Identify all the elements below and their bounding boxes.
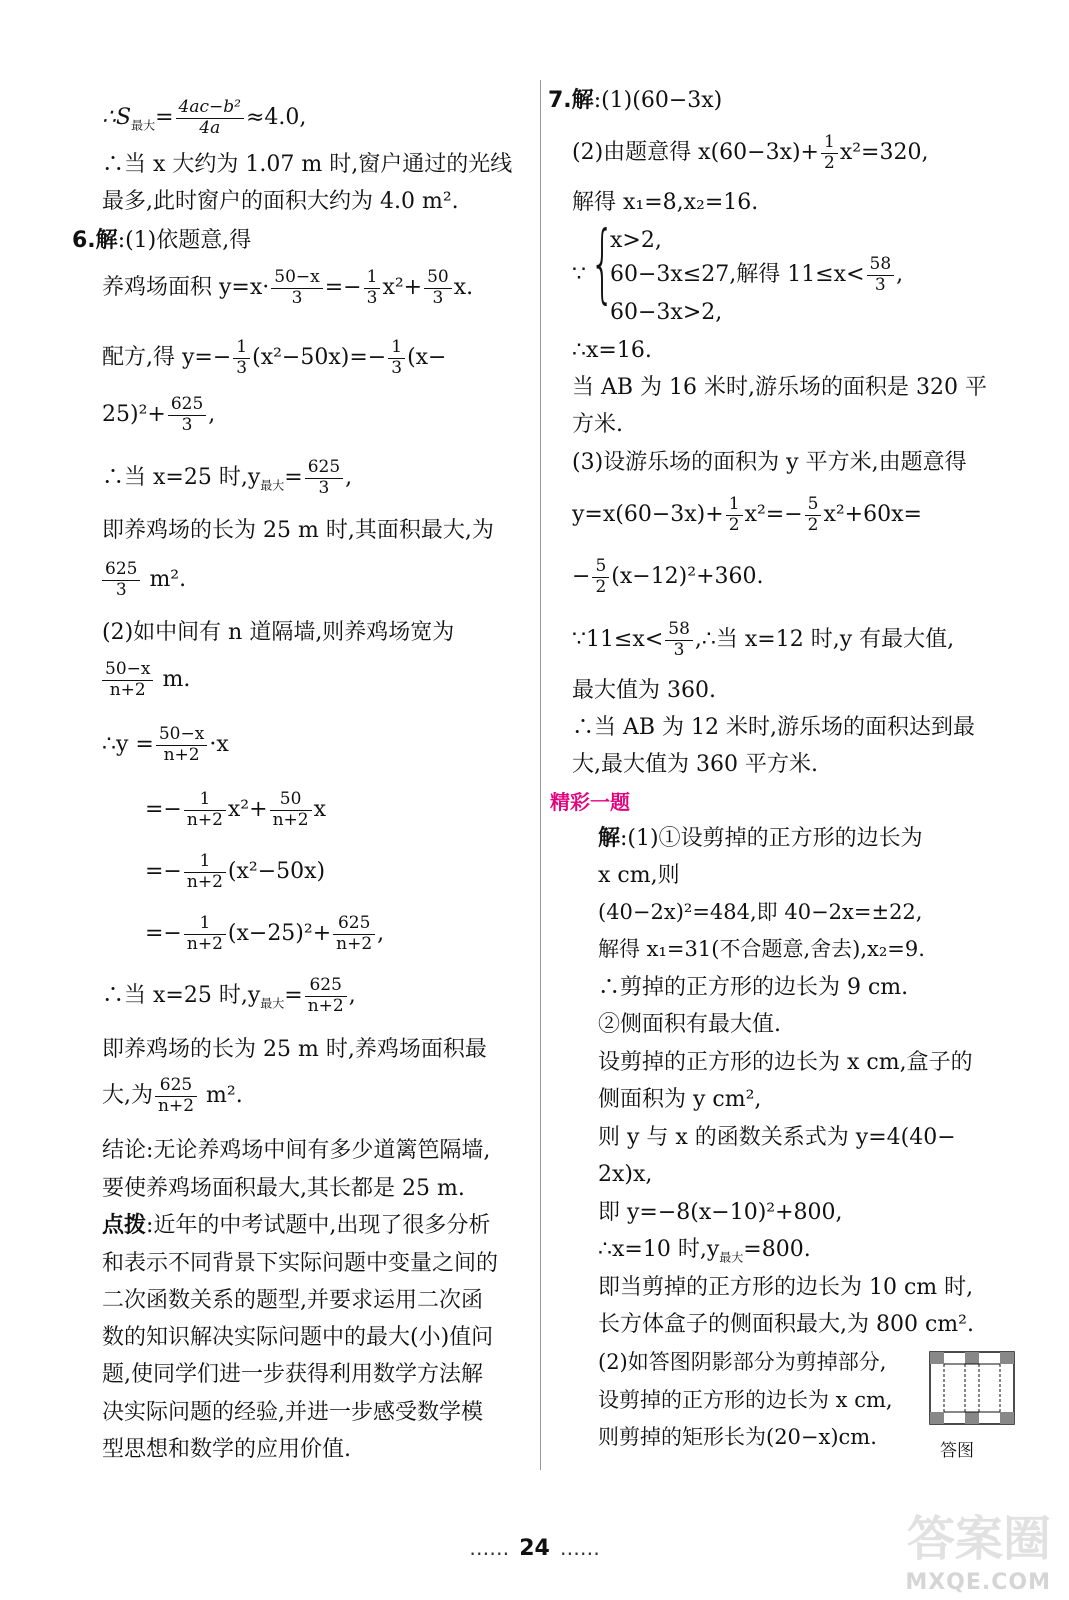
hint-label: 点拨 [102,1213,147,1238]
text: , [345,465,353,491]
text: m². [199,1083,243,1109]
fraction [102,660,153,700]
text-line: (2)如中间有 n 道隔墙,则养鸡场宽为 [102,620,455,645]
fraction [388,338,405,378]
text-line: ∴当 AB 为 12 米时,游乐场的面积达到最 [572,715,976,740]
text: m. [155,667,191,693]
fraction [305,458,343,498]
numerator: 50−x [271,268,322,289]
text-line: 最多,此时窗户的面积大约为 4.0 m². [102,189,459,214]
formula-line [145,790,326,830]
numerator: 625 [333,914,375,935]
box-net-diagram [928,1350,1018,1436]
text: x [313,797,326,823]
denominator: 2 [728,514,740,535]
denominator: n+2 [163,744,200,765]
denominator: 3 [432,287,444,308]
subscript: 最大 [719,1250,744,1265]
text: ∵11≤x< [572,627,664,653]
formula-line [102,1076,243,1116]
fraction [176,98,244,138]
denominator: n+2 [186,871,223,892]
formula-line [102,268,473,308]
fraction [184,914,226,954]
watermark-logo [859,1500,1059,1595]
text: =− [145,921,182,947]
numerator: 4ac−b² [176,98,244,119]
numerator: 1 [184,852,226,873]
text-line: 大,最大值为 360 平方米. [572,752,818,777]
denominator: n+2 [272,809,309,830]
subscript: 最大 [260,478,285,493]
text: m². [142,567,187,593]
text-line: 二次函数关系的题型,并要求运用二次函 [102,1288,483,1313]
text-line: 即当剪掉的正方形的边长为 10 cm 时, [598,1275,974,1300]
numerator: 1 [184,790,226,811]
numerator: 50 [424,268,452,289]
text: 60−3x≤27,解得 11≤x< [610,262,865,288]
fraction [364,268,381,308]
text-line: 和表示不同背景下实际问题中变量之间的 [102,1251,499,1276]
subscript: 最大 [260,996,285,1011]
text-line: ②侧面积有最大值. [598,1012,781,1037]
text: = [155,105,174,131]
denominator: 2 [807,514,819,535]
text: x²=− [744,502,803,528]
denominator: 3 [115,579,127,600]
denominator: 3 [318,477,330,498]
text-line: 最大值为 360. [572,678,716,703]
numerator: 5 [592,557,609,578]
denominator: 3 [291,287,303,308]
numerator: 50−x [156,725,207,746]
text-line: 设剪掉的正方形的边长为 x cm, [598,1388,893,1412]
text-line: 长方体盒子的侧面积最大,为 800 cm². [598,1312,974,1337]
text: (2)由题意得 x(60−3x)+ [572,140,819,166]
denominator: 3 [673,639,685,660]
text: :近年的中考试题中,出现了很多分析 [146,1213,491,1238]
numerator: 625 [305,458,343,479]
column-divider [540,80,541,1470]
numerator: 1 [726,495,743,516]
text-line: 则剪掉的矩形长为(20−x)cm. [598,1425,877,1449]
denominator: 2 [595,576,607,597]
text: , [896,262,904,288]
text: 25)²+ [102,402,166,428]
fraction [665,620,693,660]
text-line: 即 y=−8(x−10)²+800, [598,1200,843,1225]
denominator: n+2 [158,1095,195,1116]
text-line: (3)设游乐场的面积为 y 平方米,由题意得 [572,450,967,475]
because-symbol: ∵ [572,262,586,287]
question-6-header [72,228,251,254]
text-line: x cm,则 [598,863,680,888]
solution-header [598,826,923,852]
text: x²+ [227,797,268,823]
text: (x− [407,345,447,371]
question-number: 7. [548,88,572,113]
formula-line [102,338,447,378]
text: x²+60x= [823,502,922,528]
text: , [377,921,385,947]
text: =− [324,275,362,301]
solution-label: 解 [598,826,621,851]
text-line: 数的知识解决实际问题中的最大(小)值问 [102,1325,494,1350]
watermark-url: MXQE.COM [905,1570,1051,1595]
hint-line [102,1213,490,1239]
question-number: 6. [72,228,96,253]
fraction [305,976,347,1016]
fraction [184,790,226,830]
text-line: 即养鸡场的长为 25 m 时,其面积最大,为 [102,518,494,543]
solution-label: 解 [95,228,118,253]
system-row: x>2, [610,228,662,253]
text-line: 2x)x, [598,1162,653,1187]
fraction [333,914,375,954]
text-line: 侧面积为 y cm², [598,1087,762,1112]
text: 大,为 [102,1083,153,1109]
text: ∴当 x=25 时,y [102,465,261,491]
text: ,∴当 x=12 时,y 有最大值, [694,627,955,653]
formula-line [102,976,356,1016]
text: 养鸡场面积 y=x· [102,275,270,301]
numerator: 625 [305,976,347,997]
section-title: 精彩一题 [550,790,630,814]
text-line: 设剪掉的正方形的边长为 x cm,盒子的 [598,1050,973,1075]
formula-line [572,620,954,660]
text-line: 解得 x₁=31(不合题意,舍去),x₂=9. [598,937,925,961]
text: (x²−50x)=− [252,345,387,371]
numerator: 5 [805,495,822,516]
text-line: 方米. [572,412,623,437]
fraction [102,560,140,600]
text: :(1)(60−3x) [593,88,723,113]
text-line: 题,使同学们进一步获得利用数学方法解 [102,1362,483,1387]
formula-line [572,557,764,597]
formula-line [100,660,190,700]
text: ·x [209,732,229,758]
fraction [233,338,250,378]
text-line: ∴剪掉的正方形的边长为 9 cm. [598,975,909,1000]
text-line: 要使养鸡场面积最大,其长都是 25 m. [102,1176,465,1201]
text: =− [145,859,182,885]
denominator: n+2 [109,679,146,700]
text-line: 解得 x₁=8,x₂=16. [572,190,759,215]
solution-label: 解 [571,88,594,113]
text: =800. [743,1237,811,1262]
watermark-cn: 答案圈 [906,1511,1051,1567]
text: (x−25)²+ [227,921,332,947]
fraction [867,255,895,295]
text: ∴当 x=25 时,y [102,983,261,1009]
numerator: 1 [364,268,381,289]
footer-dots: …… [559,1536,600,1560]
numerator: 1 [388,338,405,359]
numerator: 50−x [102,660,153,681]
fraction [270,790,312,830]
text: :(1)依题意,得 [117,228,252,253]
numerator: 1 [184,914,226,935]
text: = [284,465,303,491]
denominator: 3 [236,357,248,378]
fraction [726,495,743,535]
text: ≈4.0, [245,105,307,131]
numerator: 625 [155,1076,197,1097]
formula-s-max [102,98,306,138]
text-line: 结论:无论养鸡场中间有多少道篱笆隔墙, [102,1138,491,1163]
text: ∴x=10 时,y [598,1237,720,1262]
text-line: (2)如答图阴影部分为剪掉部分, [598,1350,887,1374]
denominator: n+2 [307,995,344,1016]
text: x²+ [382,275,423,301]
denominator: n+2 [186,809,223,830]
fraction [424,268,452,308]
fraction [184,852,226,892]
text: x. [453,275,474,301]
formula-line [102,458,352,498]
text: (x²−50x) [227,859,326,885]
formula-line [102,395,215,435]
text: , [208,402,216,428]
formula-line [598,1237,811,1265]
text: (x−12)²+360. [611,564,764,590]
text: x²=320, [839,140,929,166]
fraction [155,1076,197,1116]
fraction [592,557,609,597]
denominator: 3 [366,287,378,308]
denominator: n+2 [336,933,373,954]
text-line: 则 y 与 x 的函数关系式为 y=4(40− [598,1125,956,1150]
denominator: 3 [181,414,193,435]
text-line: 型思想和数学的应用价值. [102,1437,351,1462]
text: =− [145,797,182,823]
denominator: n+2 [186,933,223,954]
formula-line [102,725,229,765]
system-row [610,255,903,295]
text-line: 当 AB 为 16 米时,游乐场的面积是 320 平 [572,375,987,400]
fraction [156,725,207,765]
formula-line [100,560,186,600]
numerator: 50 [270,790,312,811]
denominator: 3 [391,357,403,378]
formula-line [145,852,325,892]
text-line: ∴x=16. [572,338,652,363]
numerator: 1 [821,133,838,154]
fraction [805,495,822,535]
numerator: 625 [102,560,140,581]
formula-line [572,133,928,173]
text: = [284,983,303,1009]
fraction [271,268,322,308]
text: :(1)①设剪掉的正方形的边长为 [620,826,923,851]
text: ∴y = [102,732,154,758]
text-line: 即养鸡场的长为 25 m 时,养鸡场面积最 [102,1037,487,1062]
numerator: 1 [233,338,250,359]
footer-dots: …… [469,1536,510,1560]
text: 配方,得 y=− [102,345,232,371]
text: ∴S [102,105,132,131]
answer-figure [928,1350,1018,1460]
system-row: 60−3x>2, [610,300,723,325]
brace-symbol: { [590,213,615,313]
text-line: 决实际问题的经验,并进一步感受数学模 [102,1400,483,1425]
text-line: (40−2x)²=484,即 40−2x=±22, [598,900,923,924]
denominator: 4a [199,117,221,138]
formula-line [145,914,384,954]
subscript: 最大 [131,118,156,133]
fraction [821,133,838,173]
page-number: 24 [519,1536,550,1561]
numerator: 58 [867,255,895,276]
numerator: 58 [665,620,693,641]
question-7-header [548,88,722,114]
text: − [572,564,591,590]
text: , [348,983,356,1009]
text-line: ∴当 x 大约为 1.07 m 时,窗户通过的光线 [102,152,513,177]
fraction [168,395,206,435]
denominator: 3 [874,274,886,295]
figure-caption: 答图 [940,1441,974,1461]
denominator: 2 [824,152,835,173]
text: y=x(60−3x)+ [572,502,724,528]
numerator: 625 [168,395,206,416]
formula-line [572,495,922,535]
